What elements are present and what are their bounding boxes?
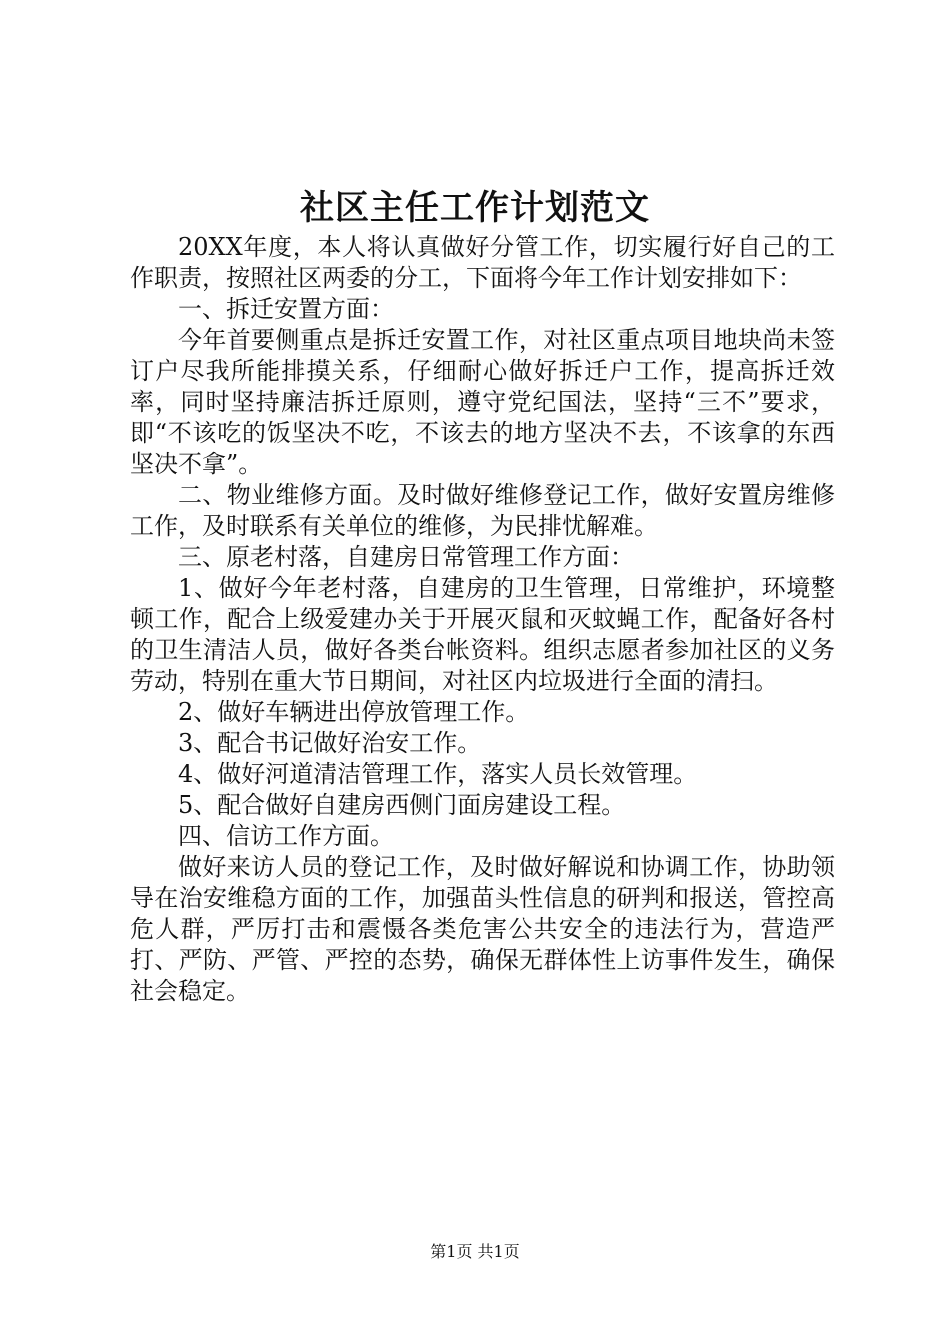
section-heading-petitions: 四、信访工作方面。	[178, 822, 394, 850]
paragraph-relocation: 今年首要侧重点是拆迁安置工作，对社区重点项目地块尚未签订户尽我所能排摸关系，仔细耐心做好拆迁户工作，提高拆迁效率，同时坚持廉洁拆迁原则，遵守党纪国法，坚持“三不”要求，即“不该吃的饭坚决不吃，不该去的地方坚决不去，不该拿的东西坚决不拿”。	[130, 326, 835, 478]
paragraph-intro: 20XX年度，本人将认真做好分管工作，切实履行好自己的工作职责，按照社区两委的分工，下面将今年工作计划安排如下：	[130, 233, 835, 292]
paragraph-petitions: 做好来访人员的登记工作，及时做好解说和协调工作，协助领导在治安维稳方面的工作，加强苗头性信息的研判和报送，管控高危人群，严厉打击和震慑各类危害公共安全的违法行为，营造严打、严防、严管、严控的态势，确保无群体性上访事件发生，确保社会稳定。	[130, 853, 835, 1005]
list-item-3: 3、配合书记做好治安工作。	[178, 729, 482, 757]
document-title: 社区主任工作计划范文	[300, 188, 650, 228]
list-item-1: 1、做好今年老村落，自建房的卫生管理，日常维护，环境整顿工作，配合上级爱建办关于开展灭鼠和灭蚊蝇工作，配备好各村的卫生清洁人员，做好各类台帐资料。组织志愿者参加社区的义务劳动，特别在重大节日期间，对社区内垃圾进行全面的清扫。	[130, 574, 835, 695]
section-heading-relocation: 一、拆迁安置方面：	[178, 295, 394, 323]
list-item-2: 2、做好车辆进出停放管理工作。	[178, 698, 530, 726]
list-item-5: 5、配合做好自建房西侧门面房建设工程。	[178, 791, 626, 819]
section-heading-property-repair: 二、物业维修方面。及时做好维修登记工作，做好安置房维修工作，及时联系有关单位的维修，为民排忧解难。	[130, 481, 835, 540]
section-heading-village-management: 三、原老村落，自建房日常管理工作方面：	[178, 543, 634, 571]
document-body	[130, 232, 835, 1007]
list-item-4: 4、做好河道清洁管理工作，落实人员长效管理。	[178, 760, 698, 788]
page-footer: 第1页 共1页	[430, 1242, 520, 1261]
